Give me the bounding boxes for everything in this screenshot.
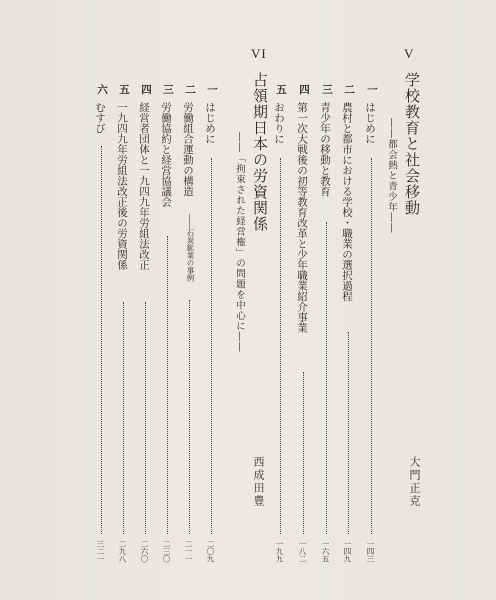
leader-dots xyxy=(123,302,124,534)
toc-entry-title: 経営者団体と一九四九年労組法改正 xyxy=(138,102,150,270)
leader-dots xyxy=(145,302,146,534)
section-vi-numeral: VI xyxy=(251,46,267,61)
toc-entry-number: 五 xyxy=(275,84,287,95)
leader-dots xyxy=(189,300,190,534)
leader-dots xyxy=(101,146,102,534)
section-v-author: 大門正克 xyxy=(408,456,421,508)
toc-entry-title: はじめに xyxy=(364,102,376,144)
page-number: 二一一 xyxy=(184,540,193,563)
section-v-numeral: V xyxy=(404,46,415,61)
section-vi-subtitle: ――「拘束された経営権」の問題を中心に―― xyxy=(234,132,245,353)
section-v-title: 学校教育と社会移動 xyxy=(403,72,421,216)
toc-entry-title: 労働組合運動の構造 xyxy=(182,102,194,197)
page-number: 一四九 xyxy=(343,540,352,563)
toc-entry-number: 四 xyxy=(140,84,152,95)
leader-dots xyxy=(326,222,327,534)
section-vi-title: 占領期日本の労資関係 xyxy=(251,72,269,232)
leader-dots xyxy=(303,372,304,534)
toc-entry-title: むすび xyxy=(94,102,106,134)
toc-entry-number: 一 xyxy=(206,84,218,95)
page-number: 二〇九 xyxy=(206,540,215,563)
toc-entry-title: 農村と都市における学校・職業の選択過程 xyxy=(341,102,353,302)
page-number: 二三〇 xyxy=(162,540,171,563)
page-number: 一六五 xyxy=(321,540,330,563)
page-number: 一九九 xyxy=(275,540,284,563)
section-vi-author: 西成田豊 xyxy=(252,456,265,508)
toc-entry-note: ――石炭鉱業の事例 xyxy=(186,214,195,282)
leader-dots xyxy=(280,158,281,534)
toc-entry-number: 二 xyxy=(343,84,355,95)
toc-entry-number: 三 xyxy=(321,84,333,95)
page-number: 二六〇 xyxy=(140,540,149,563)
toc-entry-number: 六 xyxy=(96,84,108,95)
page-number: 一四三 xyxy=(366,540,375,563)
toc-entry-number: 五 xyxy=(118,84,130,95)
toc-entry-title: おわりに xyxy=(273,102,285,144)
toc-entry-title: 労働協約と経営協議会 xyxy=(160,102,172,207)
leader-dots xyxy=(348,332,349,534)
toc-entry-title: 青少年の移動と教育 xyxy=(319,102,331,197)
toc-entry-number: 二 xyxy=(184,84,196,95)
toc-entry-title: 一九四九年労組法改正後の労資関係 xyxy=(116,102,128,270)
page-number: 二九八 xyxy=(118,540,127,563)
toc-entry-number: 三 xyxy=(162,84,174,95)
section-v-subtitle: ――都会熱と青少年―― xyxy=(386,118,397,234)
toc-entry-title: 第一次大戦後の初等教育改革と少年職業紹介事業 xyxy=(296,102,308,333)
leader-dots xyxy=(211,158,212,534)
page-number: 三二一 xyxy=(96,540,105,563)
page-number: 一八二 xyxy=(298,540,307,563)
toc-entry-number: 四 xyxy=(298,84,310,95)
toc-entry-title: はじめに xyxy=(204,102,216,144)
toc-entry-number: 一 xyxy=(366,84,378,95)
leader-dots xyxy=(371,158,372,534)
leader-dots xyxy=(167,236,168,534)
